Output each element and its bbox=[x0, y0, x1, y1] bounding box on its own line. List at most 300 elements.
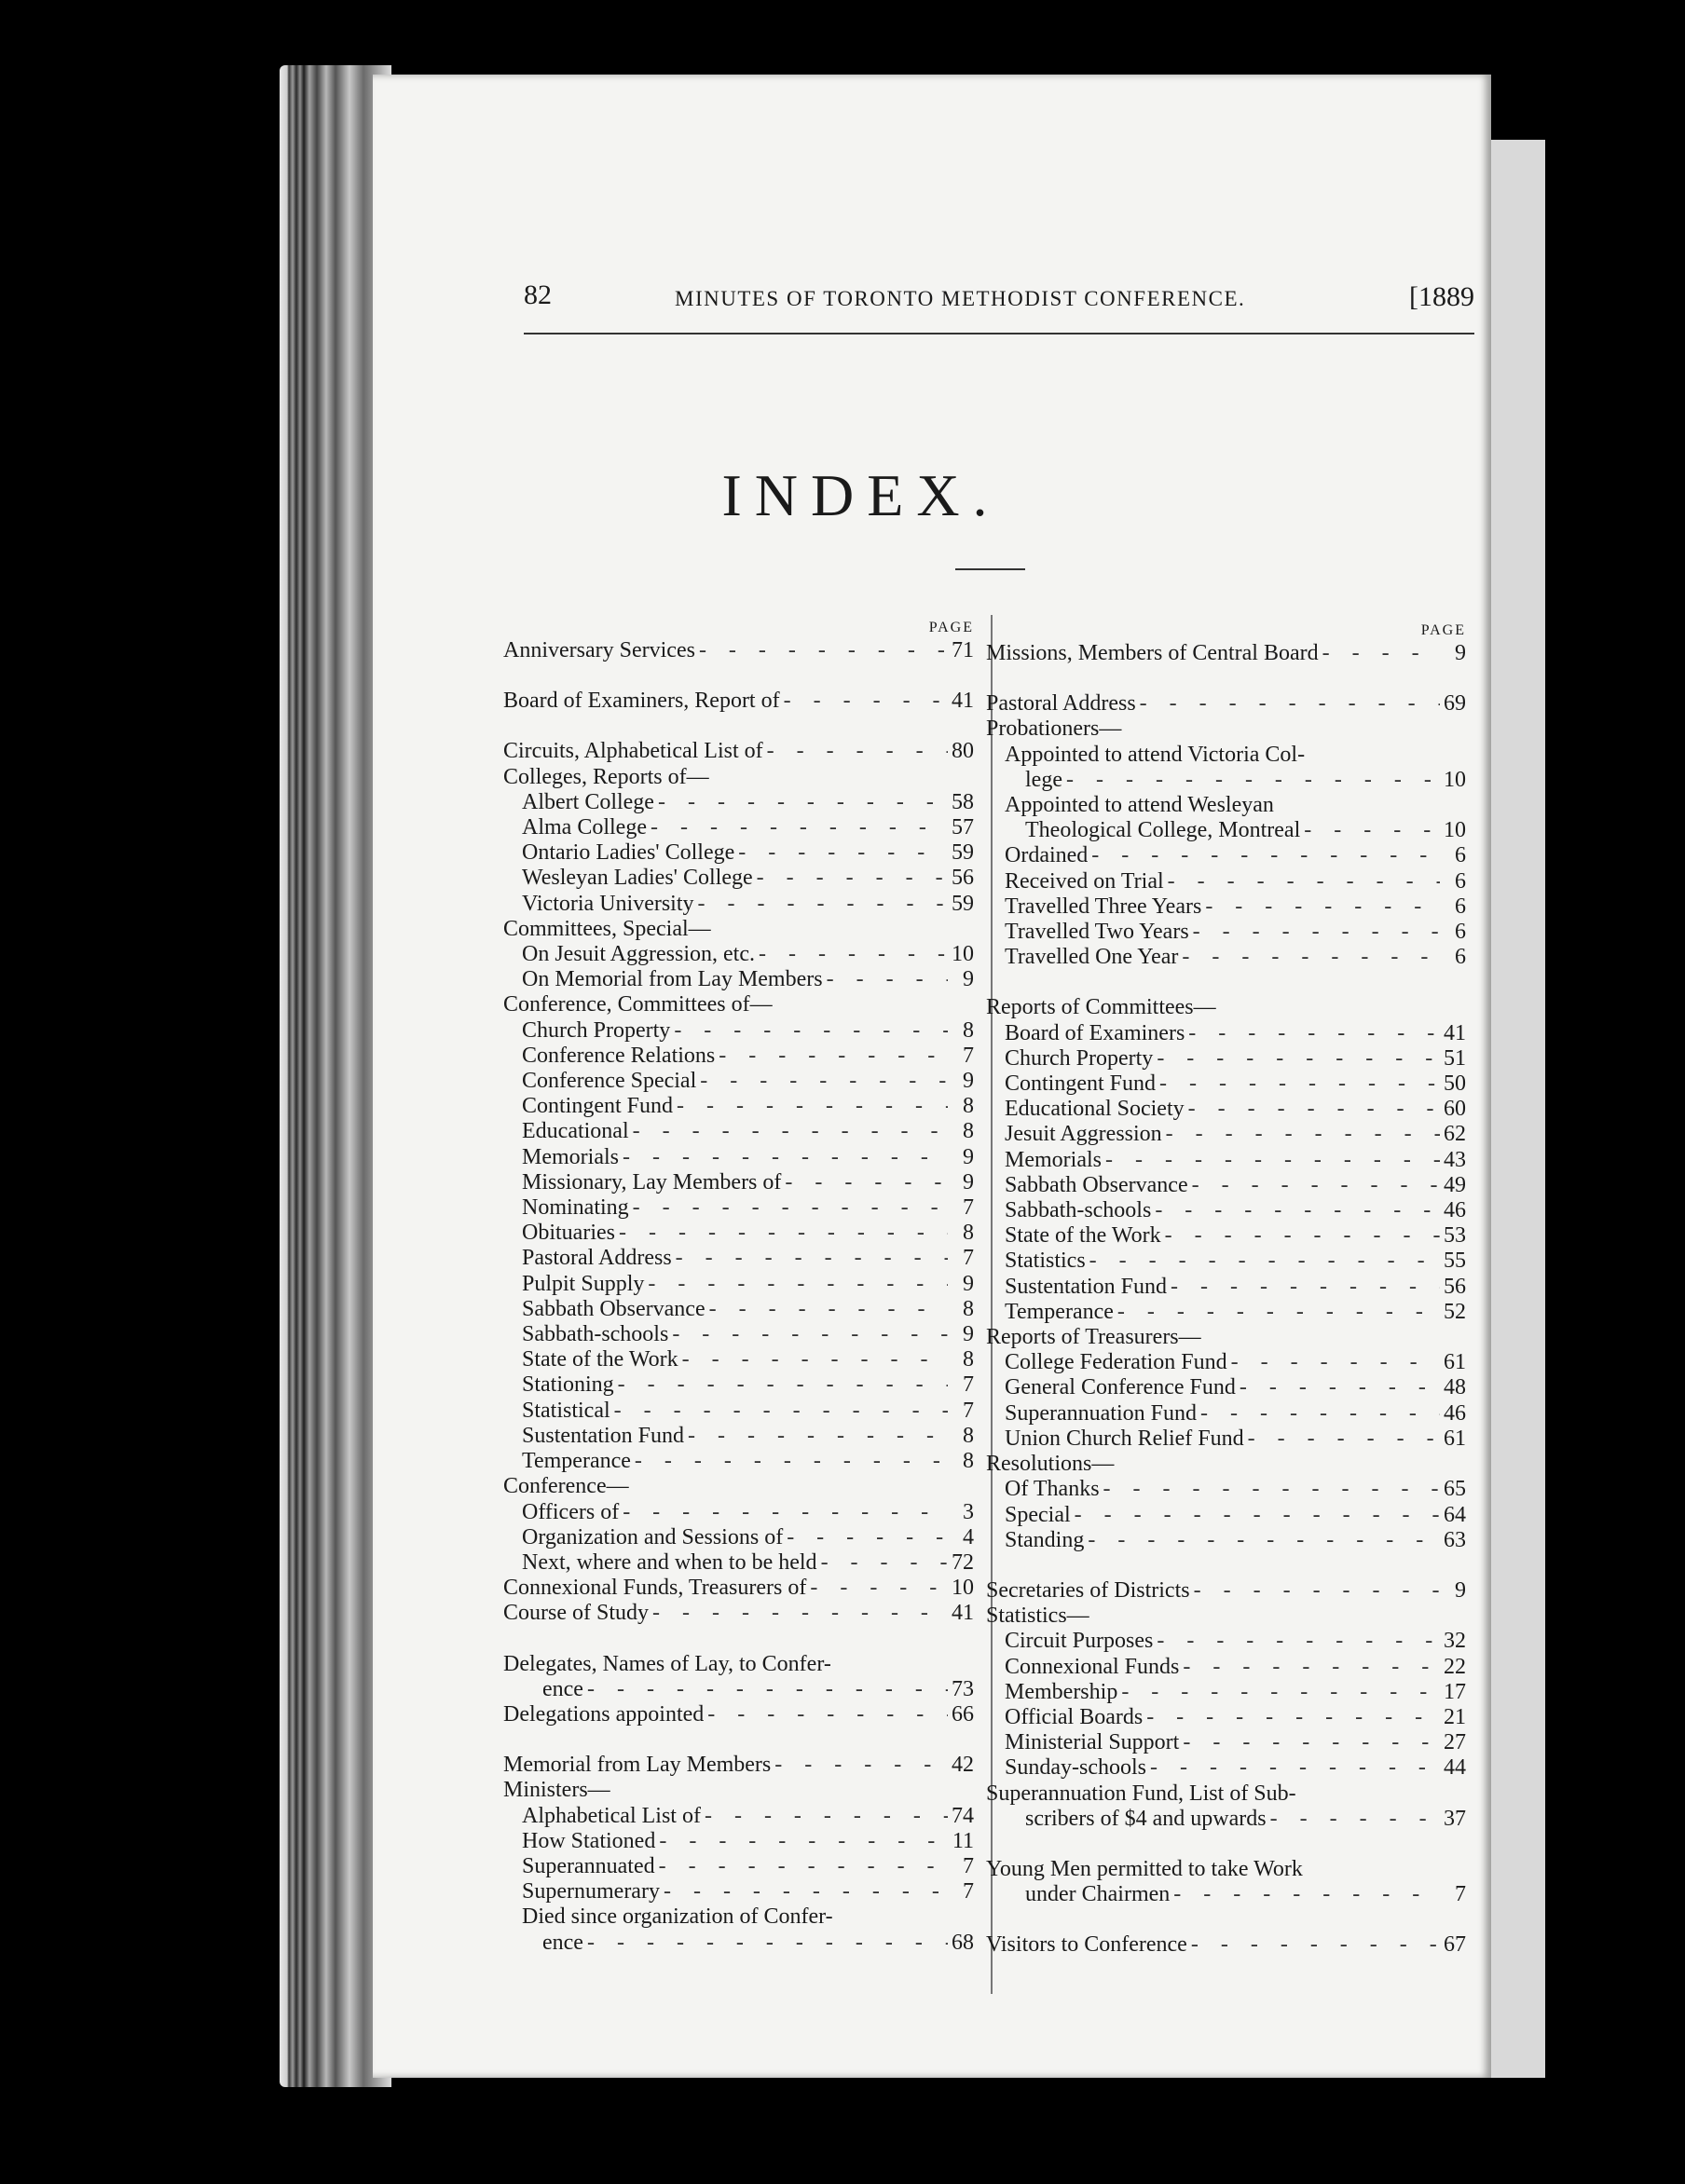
index-entry bbox=[503, 1677, 974, 1702]
index-entry-text: Ministers— bbox=[503, 1778, 610, 1803]
dot-leader bbox=[1201, 894, 1440, 920]
index-entry-text: Board of Examiners bbox=[1005, 1020, 1185, 1045]
index-entry-text: Albert College bbox=[522, 789, 654, 814]
index-entry-text: Officers of bbox=[522, 1499, 620, 1524]
index-entry bbox=[986, 743, 1466, 768]
index-entry bbox=[986, 1198, 1466, 1223]
index-entry-page: 32 bbox=[1444, 1629, 1466, 1654]
dot-leader bbox=[631, 1449, 948, 1474]
dot-leader bbox=[583, 1931, 948, 1956]
index-entry bbox=[986, 641, 1466, 666]
index-entry-page: 60 bbox=[1444, 1097, 1466, 1122]
index-entry-page: 10 bbox=[952, 942, 974, 967]
dot-leader bbox=[783, 1525, 948, 1550]
index-entry bbox=[986, 1781, 1466, 1807]
entry-gap bbox=[503, 1627, 974, 1652]
index-entry-page: 59 bbox=[952, 840, 974, 866]
dot-leader bbox=[1151, 1198, 1440, 1223]
dot-leader bbox=[1100, 1477, 1440, 1502]
index-entry bbox=[503, 1753, 974, 1778]
index-entry bbox=[503, 1399, 974, 1424]
index-entry-text: lege bbox=[1025, 767, 1062, 792]
dot-leader bbox=[1117, 1680, 1440, 1705]
index-entry-page: 61 bbox=[1444, 1426, 1466, 1451]
index-entry bbox=[503, 1246, 974, 1271]
dot-leader bbox=[1146, 1755, 1440, 1781]
index-entry-page: 7 bbox=[963, 1372, 974, 1398]
index-entry bbox=[986, 1426, 1466, 1452]
index-entry-text: Standing bbox=[1005, 1527, 1085, 1552]
index-entry bbox=[986, 691, 1466, 717]
index-entry-page: 65 bbox=[1444, 1477, 1466, 1502]
index-entry-text: Church Property bbox=[522, 1017, 671, 1043]
index-entry-page: 48 bbox=[1444, 1375, 1466, 1400]
index-list-right bbox=[986, 641, 1466, 1959]
dot-leader bbox=[1300, 818, 1440, 843]
index-entry-page: 64 bbox=[1444, 1502, 1466, 1527]
index-entry-page: 10 bbox=[1444, 818, 1466, 843]
index-entry bbox=[986, 1629, 1466, 1654]
index-entry bbox=[503, 638, 974, 663]
index-entry-text: How Stationed bbox=[522, 1828, 656, 1853]
index-entry-page: 41 bbox=[952, 689, 974, 714]
index-entry-text: Memorials bbox=[1005, 1147, 1102, 1172]
dot-leader bbox=[1227, 1350, 1440, 1375]
index-entry-page: 43 bbox=[1444, 1147, 1466, 1172]
index-entry-text: Pastoral Address bbox=[986, 691, 1136, 717]
index-entry bbox=[503, 1904, 974, 1930]
index-entry-text: Visitors to Conference bbox=[986, 1932, 1187, 1958]
dot-leader bbox=[1071, 1503, 1440, 1528]
index-entry bbox=[503, 1069, 974, 1094]
dot-leader bbox=[654, 790, 948, 815]
dot-leader bbox=[806, 1576, 948, 1601]
entry-gap bbox=[503, 714, 974, 739]
index-entry bbox=[503, 1778, 974, 1803]
dot-leader bbox=[1190, 1578, 1440, 1604]
index-entry bbox=[986, 843, 1466, 868]
index-entry-page: 59 bbox=[952, 891, 974, 916]
index-entry-text: Temperance bbox=[1005, 1299, 1114, 1324]
index-entry-text: Sabbath-schools bbox=[522, 1322, 669, 1347]
index-entry-text: General Conference Fund bbox=[1005, 1375, 1236, 1400]
index-entry bbox=[986, 793, 1466, 818]
index-entry-text: Reports of Committees— bbox=[986, 995, 1216, 1020]
entry-gap bbox=[986, 970, 1466, 995]
index-entry-text: Sabbath Observance bbox=[522, 1296, 706, 1321]
index-entry bbox=[503, 1094, 974, 1119]
index-entry bbox=[503, 1119, 974, 1144]
dot-leader bbox=[614, 1372, 948, 1398]
dot-leader bbox=[696, 1069, 948, 1094]
index-entry-text: Official Boards bbox=[1005, 1704, 1144, 1729]
index-entry-page: 8 bbox=[963, 1094, 974, 1119]
dot-leader bbox=[755, 942, 948, 967]
index-entry-page: 21 bbox=[1444, 1704, 1466, 1729]
index-entry bbox=[503, 1195, 974, 1221]
page-column-heading: PAGE bbox=[928, 620, 974, 635]
index-entry-page: 7 bbox=[963, 1246, 974, 1271]
index-entry-page: 46 bbox=[1444, 1400, 1466, 1426]
dot-leader bbox=[1143, 1705, 1440, 1730]
dot-leader bbox=[780, 689, 948, 714]
index-entry-text: Course of Study bbox=[503, 1601, 649, 1626]
index-entry-page: 8 bbox=[963, 1296, 974, 1321]
dot-leader bbox=[660, 1879, 948, 1904]
index-entry-page: 9 bbox=[963, 1169, 974, 1194]
index-entry-text: Alphabetical List of bbox=[522, 1803, 701, 1828]
index-entry-text: Received on Trial bbox=[1005, 868, 1164, 894]
back-page-edge bbox=[1491, 140, 1545, 2078]
dot-leader bbox=[670, 1018, 948, 1044]
index-entry bbox=[986, 1503, 1466, 1528]
dot-leader bbox=[1179, 1655, 1440, 1680]
dot-leader bbox=[678, 1347, 948, 1372]
index-entry-page: 61 bbox=[1444, 1350, 1466, 1375]
index-entry-text: Probationers— bbox=[986, 717, 1122, 742]
index-entry-page: 6 bbox=[1455, 894, 1466, 919]
dot-leader bbox=[771, 1753, 948, 1778]
index-entry bbox=[986, 1882, 1466, 1907]
index-entry-text: Connexional Funds bbox=[1005, 1654, 1180, 1679]
dot-leader bbox=[1156, 1072, 1440, 1097]
index-entry-page: 6 bbox=[1455, 868, 1466, 894]
index-entry bbox=[986, 1375, 1466, 1400]
dot-leader bbox=[615, 1221, 948, 1246]
dot-leader bbox=[817, 1550, 948, 1576]
index-entry-text: Memorials bbox=[522, 1144, 619, 1169]
entry-gap bbox=[503, 663, 974, 689]
index-entry-text: Statistical bbox=[522, 1398, 610, 1423]
index-entry-text: Sabbath Observance bbox=[1005, 1172, 1188, 1197]
index-entry-text: Educational bbox=[522, 1119, 629, 1144]
index-entry-text: Superannuation Fund bbox=[1005, 1400, 1197, 1426]
dot-leader bbox=[610, 1399, 948, 1424]
index-entry bbox=[986, 945, 1466, 970]
index-entry-text: Connexional Funds, Treasurers of bbox=[503, 1576, 807, 1601]
index-entry-text: Supernumerary bbox=[522, 1879, 660, 1904]
dot-leader bbox=[701, 1804, 948, 1829]
index-entry-text: Alma College bbox=[522, 815, 647, 840]
index-entry-page: 10 bbox=[952, 1576, 974, 1601]
index-entry-page: 69 bbox=[1444, 691, 1466, 717]
index-entry-text: Wesleyan Ladies' College bbox=[522, 866, 753, 891]
index-entry bbox=[986, 768, 1466, 793]
index-entry bbox=[986, 1604, 1466, 1629]
index-entry-text: Union Church Relief Fund bbox=[1005, 1426, 1244, 1451]
header-year: [1889 bbox=[1409, 281, 1474, 312]
dot-leader bbox=[668, 1322, 948, 1347]
index-entry-page: 67 bbox=[1444, 1932, 1466, 1958]
page-column-heading: PAGE bbox=[1420, 622, 1466, 638]
index-entry-text: Victoria University bbox=[522, 891, 694, 916]
index-entry-text: Resolutions— bbox=[986, 1452, 1115, 1477]
index-entry bbox=[503, 1652, 974, 1677]
dot-leader bbox=[1136, 691, 1440, 717]
index-entry bbox=[503, 917, 974, 942]
dot-leader bbox=[1197, 1401, 1440, 1426]
index-entry bbox=[986, 1275, 1466, 1300]
dot-leader bbox=[695, 638, 948, 663]
dot-leader bbox=[583, 1677, 948, 1702]
index-entry bbox=[986, 1477, 1466, 1502]
dot-leader bbox=[1267, 1807, 1440, 1832]
index-title: INDEX. bbox=[721, 462, 1001, 528]
index-entry-text: Conference— bbox=[503, 1474, 629, 1499]
index-entry-page: 9 bbox=[963, 1069, 974, 1094]
index-entry bbox=[503, 1145, 974, 1170]
dot-leader bbox=[619, 1145, 948, 1170]
index-entry bbox=[503, 1601, 974, 1626]
dot-leader bbox=[823, 967, 948, 992]
index-entry bbox=[986, 1857, 1466, 1882]
dot-leader bbox=[694, 892, 948, 917]
index-entry bbox=[986, 1452, 1466, 1477]
index-entry-page: 46 bbox=[1444, 1198, 1466, 1223]
index-entry-text: Sunday-schools bbox=[1005, 1755, 1146, 1781]
dot-leader bbox=[629, 1119, 948, 1144]
dot-leader bbox=[673, 1094, 948, 1119]
dot-leader bbox=[1114, 1300, 1440, 1325]
index-entry-page: 52 bbox=[1444, 1299, 1466, 1324]
index-entry-page: 8 bbox=[963, 1017, 974, 1043]
index-entry bbox=[503, 1854, 974, 1879]
index-entry-page: 80 bbox=[952, 739, 974, 764]
index-entry bbox=[986, 1223, 1466, 1249]
dot-leader bbox=[1189, 920, 1440, 945]
dot-leader bbox=[1164, 869, 1440, 894]
index-entry bbox=[503, 1449, 974, 1474]
dot-leader bbox=[1178, 945, 1440, 970]
index-entry-page: 42 bbox=[952, 1753, 974, 1778]
index-entry-page: 68 bbox=[952, 1930, 974, 1955]
dot-leader bbox=[1188, 1173, 1440, 1198]
index-entry-page: 7 bbox=[963, 1398, 974, 1423]
dot-leader bbox=[655, 1854, 948, 1879]
index-entry-text: Conference Relations bbox=[522, 1043, 716, 1068]
dot-leader bbox=[704, 1702, 948, 1727]
index-entry bbox=[503, 1804, 974, 1829]
index-entry-text: Appointed to attend Wesleyan bbox=[1005, 793, 1274, 818]
index-entry bbox=[503, 739, 974, 764]
index-entry bbox=[986, 1401, 1466, 1426]
index-entry bbox=[503, 1322, 974, 1347]
index-entry bbox=[503, 892, 974, 917]
index-entry-page: 11 bbox=[952, 1828, 974, 1853]
index-entry-page: 8 bbox=[963, 1423, 974, 1448]
dot-leader bbox=[706, 1297, 948, 1322]
index-entry-text: ence bbox=[542, 1930, 583, 1955]
dot-leader bbox=[1084, 1528, 1440, 1553]
index-entry-page: 9 bbox=[963, 967, 974, 992]
index-entry bbox=[986, 995, 1466, 1020]
index-entry bbox=[986, 1325, 1466, 1350]
index-entry-text: Secretaries of Districts bbox=[986, 1577, 1190, 1603]
index-entry-text: State of the Work bbox=[1005, 1223, 1161, 1249]
index-entry bbox=[986, 894, 1466, 920]
index-entry-page: 7 bbox=[963, 1195, 974, 1221]
index-entry-text: Pastoral Address bbox=[522, 1246, 672, 1271]
dot-leader bbox=[1319, 641, 1440, 666]
dot-leader bbox=[1187, 1932, 1440, 1958]
dot-leader bbox=[684, 1424, 948, 1449]
index-entry bbox=[503, 1576, 974, 1601]
index-entry-text: Superannuated bbox=[522, 1853, 655, 1878]
index-entry-text: Sustentation Fund bbox=[522, 1423, 685, 1448]
dot-leader bbox=[1185, 1097, 1440, 1122]
index-entry-page: 8 bbox=[963, 1119, 974, 1144]
page-number: 82 bbox=[524, 280, 552, 310]
index-entry-page: 56 bbox=[952, 866, 974, 891]
index-entry-text: Conference Special bbox=[522, 1069, 697, 1094]
index-entry-page: 7 bbox=[1455, 1882, 1466, 1907]
index-entry bbox=[986, 1046, 1466, 1072]
index-entry-page: 73 bbox=[952, 1676, 974, 1701]
index-entry-text: Delegations appointed bbox=[503, 1701, 705, 1727]
index-entry bbox=[986, 1655, 1466, 1680]
entry-gap bbox=[503, 1727, 974, 1753]
index-entry bbox=[503, 1424, 974, 1449]
index-entry-page: 27 bbox=[1444, 1730, 1466, 1755]
index-entry-page: 44 bbox=[1444, 1755, 1466, 1781]
dot-leader bbox=[763, 739, 948, 764]
index-entry-page: 9 bbox=[1455, 1577, 1466, 1603]
index-entry-page: 41 bbox=[1444, 1020, 1466, 1045]
index-entry bbox=[503, 1525, 974, 1550]
index-entry-text: State of the Work bbox=[522, 1347, 678, 1372]
index-entry bbox=[986, 1528, 1466, 1553]
index-entry bbox=[503, 1044, 974, 1069]
dot-leader bbox=[1167, 1275, 1440, 1300]
entry-gap bbox=[986, 1907, 1466, 1932]
index-entry-text: Church Property bbox=[1005, 1045, 1154, 1071]
dot-leader bbox=[1185, 1021, 1440, 1046]
index-entry-text: ence bbox=[542, 1676, 583, 1701]
index-entry bbox=[986, 1807, 1466, 1832]
index-entry bbox=[986, 869, 1466, 894]
index-entry-text: Sabbath-schools bbox=[1005, 1198, 1152, 1223]
dot-leader bbox=[1153, 1046, 1440, 1072]
index-entry-text: Appointed to attend Victoria Col- bbox=[1005, 742, 1306, 767]
index-entry-page: 10 bbox=[1444, 767, 1466, 792]
index-entry-page: 57 bbox=[952, 815, 974, 840]
index-entry bbox=[503, 1702, 974, 1727]
index-entry-page: 66 bbox=[952, 1701, 974, 1727]
index-entry-page: 17 bbox=[1444, 1679, 1466, 1704]
index-entry-text: Memorial from Lay Members bbox=[503, 1753, 772, 1778]
index-entry bbox=[503, 866, 974, 891]
index-entry-page: 56 bbox=[1444, 1274, 1466, 1299]
index-entry-text: Reports of Treasurers— bbox=[986, 1325, 1201, 1350]
index-entry-page: 6 bbox=[1455, 920, 1466, 945]
dot-leader bbox=[647, 815, 948, 840]
index-entry bbox=[503, 1500, 974, 1525]
index-entry-page: 8 bbox=[963, 1449, 974, 1474]
index-entry bbox=[986, 1021, 1466, 1046]
index-entry bbox=[503, 942, 974, 967]
dot-leader bbox=[1062, 768, 1440, 793]
index-entry bbox=[986, 1249, 1466, 1274]
index-entry-text: Ontario Ladies' College bbox=[522, 840, 735, 866]
index-entry-text: Superannuation Fund, List of Sub- bbox=[986, 1781, 1296, 1806]
index-entry-page: 7 bbox=[963, 1043, 974, 1068]
index-entry bbox=[986, 920, 1466, 945]
index-entry-page: 71 bbox=[952, 638, 974, 662]
index-entry-text: Contingent Fund bbox=[522, 1094, 674, 1119]
index-entry-page: 63 bbox=[1444, 1527, 1466, 1552]
dot-leader bbox=[1086, 1249, 1440, 1274]
index-entry bbox=[986, 1148, 1466, 1173]
index-entry bbox=[986, 818, 1466, 843]
dot-leader bbox=[734, 840, 948, 866]
header-rule bbox=[524, 333, 1474, 334]
running-header bbox=[524, 270, 1474, 326]
index-entry-text: Colleges, Reports of— bbox=[503, 764, 709, 789]
index-entry-text: Of Thanks bbox=[1005, 1477, 1100, 1502]
index-entry-text: Temperance bbox=[522, 1449, 631, 1474]
index-entry-text: Committees, Special— bbox=[503, 916, 711, 941]
index-entry-text: Young Men permitted to take Work bbox=[986, 1856, 1303, 1881]
index-entry bbox=[986, 1173, 1466, 1198]
dot-leader bbox=[1179, 1730, 1440, 1755]
index-entry bbox=[503, 1931, 974, 1956]
index-entry-page: 22 bbox=[1444, 1654, 1466, 1679]
index-entry-text: Travelled Two Years bbox=[1005, 920, 1189, 945]
index-entry bbox=[503, 1297, 974, 1322]
dot-leader bbox=[1236, 1375, 1440, 1400]
index-entry bbox=[503, 1372, 974, 1398]
index-entry bbox=[503, 967, 974, 992]
index-entry-text: Travelled Three Years bbox=[1005, 894, 1202, 919]
index-entry-text: Missions, Members of Central Board bbox=[986, 641, 1319, 665]
index-entry bbox=[986, 1072, 1466, 1097]
index-entry-page: 8 bbox=[963, 1221, 974, 1246]
dot-leader bbox=[629, 1195, 948, 1221]
dot-leader bbox=[1244, 1426, 1440, 1452]
index-entry-text: On Memorial from Lay Members bbox=[522, 967, 823, 992]
index-entry bbox=[503, 1829, 974, 1854]
index-entry bbox=[503, 992, 974, 1017]
index-entry-text: Board of Examiners, Report of bbox=[503, 689, 780, 714]
index-entry bbox=[503, 1170, 974, 1195]
dot-leader bbox=[1161, 1223, 1440, 1249]
dot-leader bbox=[1102, 1148, 1440, 1173]
index-entry-text: Travelled One Year bbox=[1005, 945, 1179, 970]
index-entry-page: 3 bbox=[963, 1499, 974, 1524]
index-entry bbox=[503, 1221, 974, 1246]
index-entry-text: Jesuit Aggression bbox=[1005, 1122, 1162, 1147]
index-entry-text: Next, where and when to be held bbox=[522, 1549, 817, 1575]
index-entry bbox=[986, 1705, 1466, 1730]
index-entry-page: 62 bbox=[1444, 1122, 1466, 1147]
dot-leader bbox=[644, 1272, 948, 1297]
index-entry-text: Circuits, Alphabetical List of bbox=[503, 739, 763, 764]
index-entry-page: 7 bbox=[963, 1879, 974, 1904]
index-entry-text: Theological College, Montreal bbox=[1025, 818, 1301, 843]
index-entry-page: 49 bbox=[1444, 1172, 1466, 1197]
index-entry-text: Conference, Committees of— bbox=[503, 992, 773, 1017]
index-entry-text: Delegates, Names of Lay, to Confer- bbox=[503, 1651, 831, 1676]
dot-leader bbox=[753, 866, 948, 891]
index-entry-page: 72 bbox=[952, 1549, 974, 1575]
index-entry-text: Circuit Purposes bbox=[1005, 1629, 1154, 1654]
index-entry-page: 53 bbox=[1444, 1223, 1466, 1249]
dot-leader bbox=[672, 1246, 948, 1271]
index-entry-page: 7 bbox=[963, 1853, 974, 1878]
index-entry-text: Educational Society bbox=[1005, 1097, 1185, 1122]
index-column-left bbox=[503, 620, 974, 1956]
index-entry-page: 9 bbox=[963, 1144, 974, 1169]
